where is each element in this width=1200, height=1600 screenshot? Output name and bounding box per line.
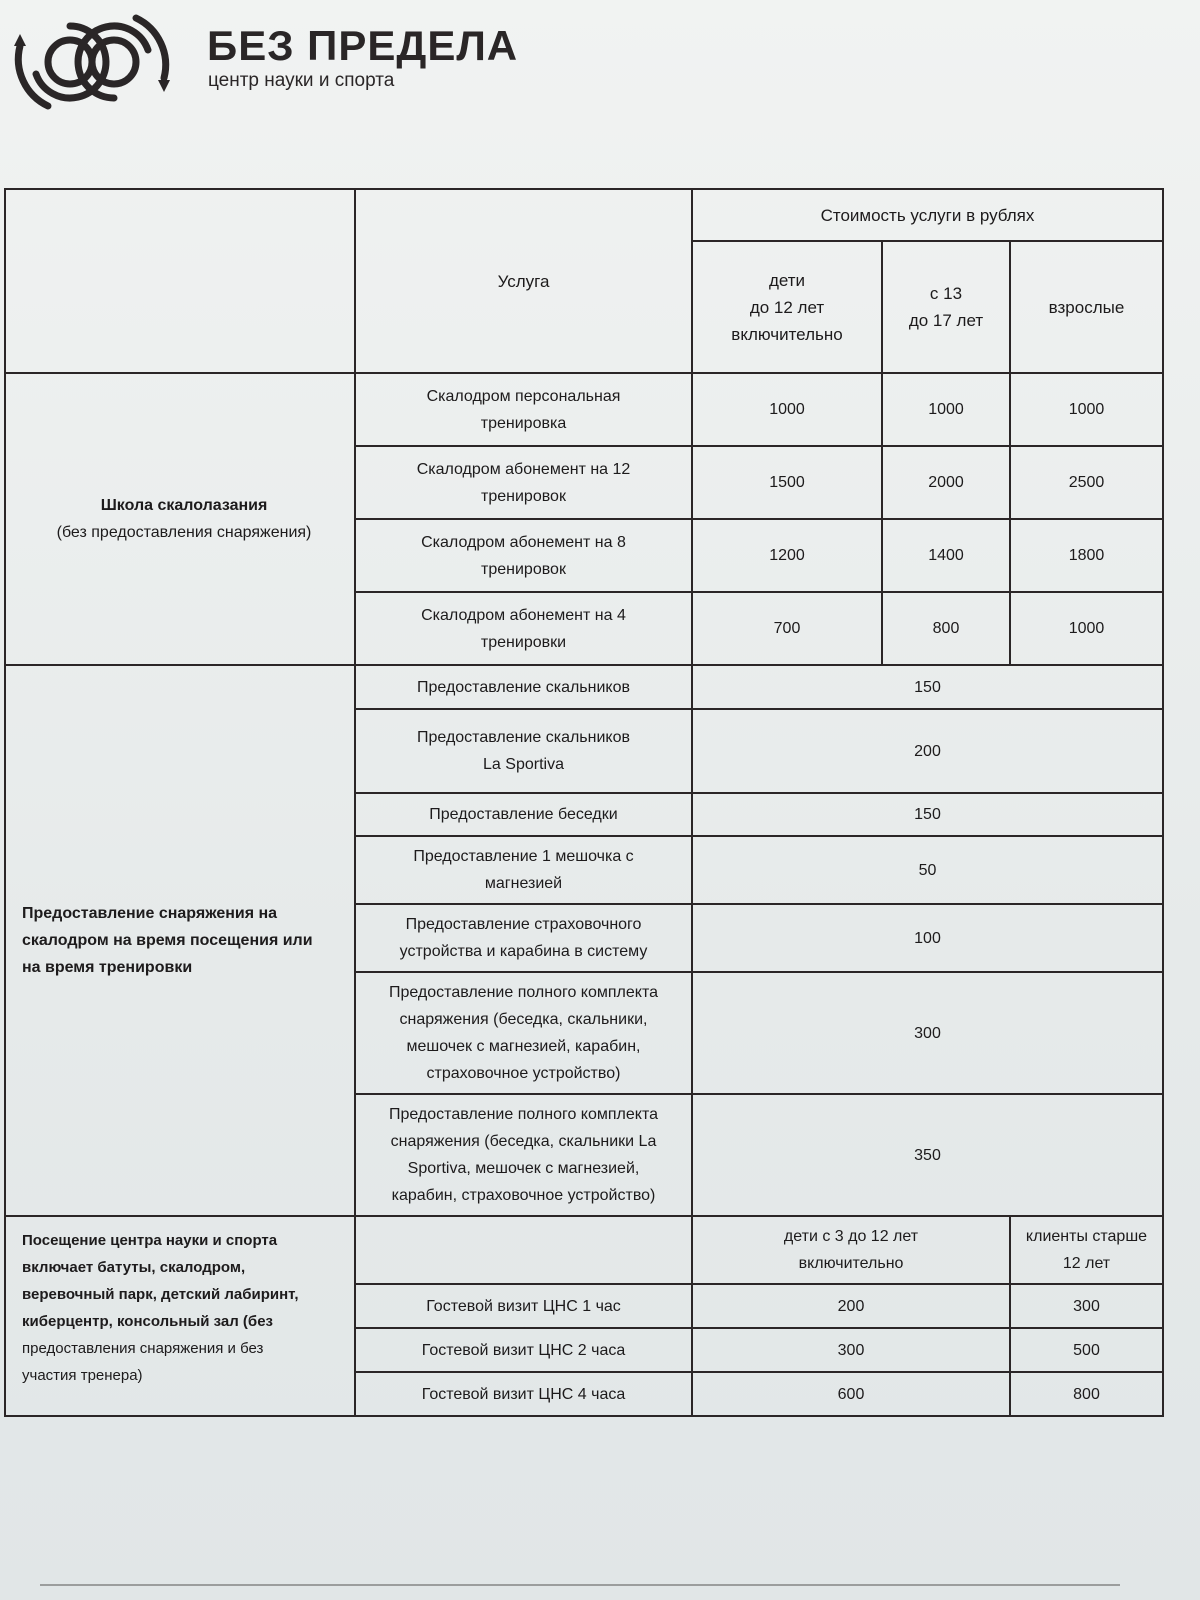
visits-children-header: дети с 3 до 12 лет включительно xyxy=(692,1216,1010,1284)
price-older: 500 xyxy=(1010,1328,1163,1372)
price-flat: 300 xyxy=(692,972,1163,1094)
service-name: Скалодром абонемент на 4 тренировки xyxy=(355,592,692,665)
table-row xyxy=(5,373,1163,446)
price-teens: 2000 xyxy=(882,446,1010,519)
price-children: 600 xyxy=(692,1372,1010,1416)
empty-visits-service-cell xyxy=(355,1216,692,1284)
teens-column-header: с 13 до 17 лет xyxy=(882,241,1010,373)
price-teens: 1000 xyxy=(882,373,1010,446)
price-children: 700 xyxy=(692,592,882,665)
service-name: Предоставление полного комплекта снаряжения (беседка, скальники, мешочек с магнезией, карабин, страховочное устройство) xyxy=(355,972,692,1094)
equipment-category: Предоставление снаряжения на скалодром на время посещения или на время тренировки xyxy=(5,665,355,1216)
service-name: Скалодром персональная тренировка xyxy=(355,373,692,446)
visits-header-row xyxy=(5,1216,1163,1284)
cost-header: Стоимость услуги в рублях xyxy=(692,189,1163,241)
price-flat: 100 xyxy=(692,904,1163,972)
spiral-circles-logo-icon xyxy=(8,2,178,122)
price-flat: 150 xyxy=(692,665,1163,709)
table-row xyxy=(5,665,1163,709)
price-adults: 1000 xyxy=(1010,373,1163,446)
price-older: 300 xyxy=(1010,1284,1163,1328)
service-name: Скалодром абонемент на 12 тренировок xyxy=(355,446,692,519)
service-name: Предоставление скальников xyxy=(355,665,692,709)
brand-title: БЕЗ ПРЕДЕЛА xyxy=(207,22,519,69)
table-header-row xyxy=(5,189,1163,241)
price-adults: 2500 xyxy=(1010,446,1163,519)
price-children: 1200 xyxy=(692,519,882,592)
price-teens: 1400 xyxy=(882,519,1010,592)
price-children: 300 xyxy=(692,1328,1010,1372)
climbing-school-category: Школа скалолазания (без предоставления снаряжения) xyxy=(5,373,355,665)
service-name: Предоставление скальников La Sportiva xyxy=(355,709,692,793)
price-flat: 50 xyxy=(692,836,1163,904)
children-column-header: дети до 12 лет включительно xyxy=(692,241,882,373)
price-adults: 1800 xyxy=(1010,519,1163,592)
price-flat: 200 xyxy=(692,709,1163,793)
visits-older-header: клиенты старше 12 лет xyxy=(1010,1216,1163,1284)
service-name: Скалодром абонемент на 8 тренировок xyxy=(355,519,692,592)
service-name: Предоставление страховочного устройства и карабина в систему xyxy=(355,904,692,972)
page-bottom-rule xyxy=(40,1584,1120,1586)
service-name: Гостевой визит ЦНС 1 час xyxy=(355,1284,692,1328)
price-adults: 1000 xyxy=(1010,592,1163,665)
service-name: Гостевой визит ЦНС 4 часа xyxy=(355,1372,692,1416)
price-flat: 150 xyxy=(692,793,1163,836)
price-teens: 800 xyxy=(882,592,1010,665)
brand-subtitle: центр науки и спорта xyxy=(208,70,395,91)
service-name: Гостевой визит ЦНС 2 часа xyxy=(355,1328,692,1372)
service-name: Предоставление беседки xyxy=(355,793,692,836)
service-name: Предоставление полного комплекта снаряжения (беседка, скальники La Sportiva, мешочек с магнезией, карабин, страховочное устройство) xyxy=(355,1094,692,1216)
adults-column-header: взрослые xyxy=(1010,241,1163,373)
price-children: 200 xyxy=(692,1284,1010,1328)
empty-header-cell xyxy=(5,189,355,373)
price-children: 1500 xyxy=(692,446,882,519)
service-name: Предоставление 1 мешочка с магнезией xyxy=(355,836,692,904)
price-older: 800 xyxy=(1010,1372,1163,1416)
price-children: 1000 xyxy=(692,373,882,446)
price-flat: 350 xyxy=(692,1094,1163,1216)
visits-category: Посещение центра науки и спорта включает батуты, скалодром, веревочный парк, детский лабиринт, киберцентр, консольный зал (без предоставления снаряжения и без участия тренера) xyxy=(5,1216,355,1416)
service-header: Услуга xyxy=(355,189,692,373)
price-table xyxy=(4,188,1164,1417)
